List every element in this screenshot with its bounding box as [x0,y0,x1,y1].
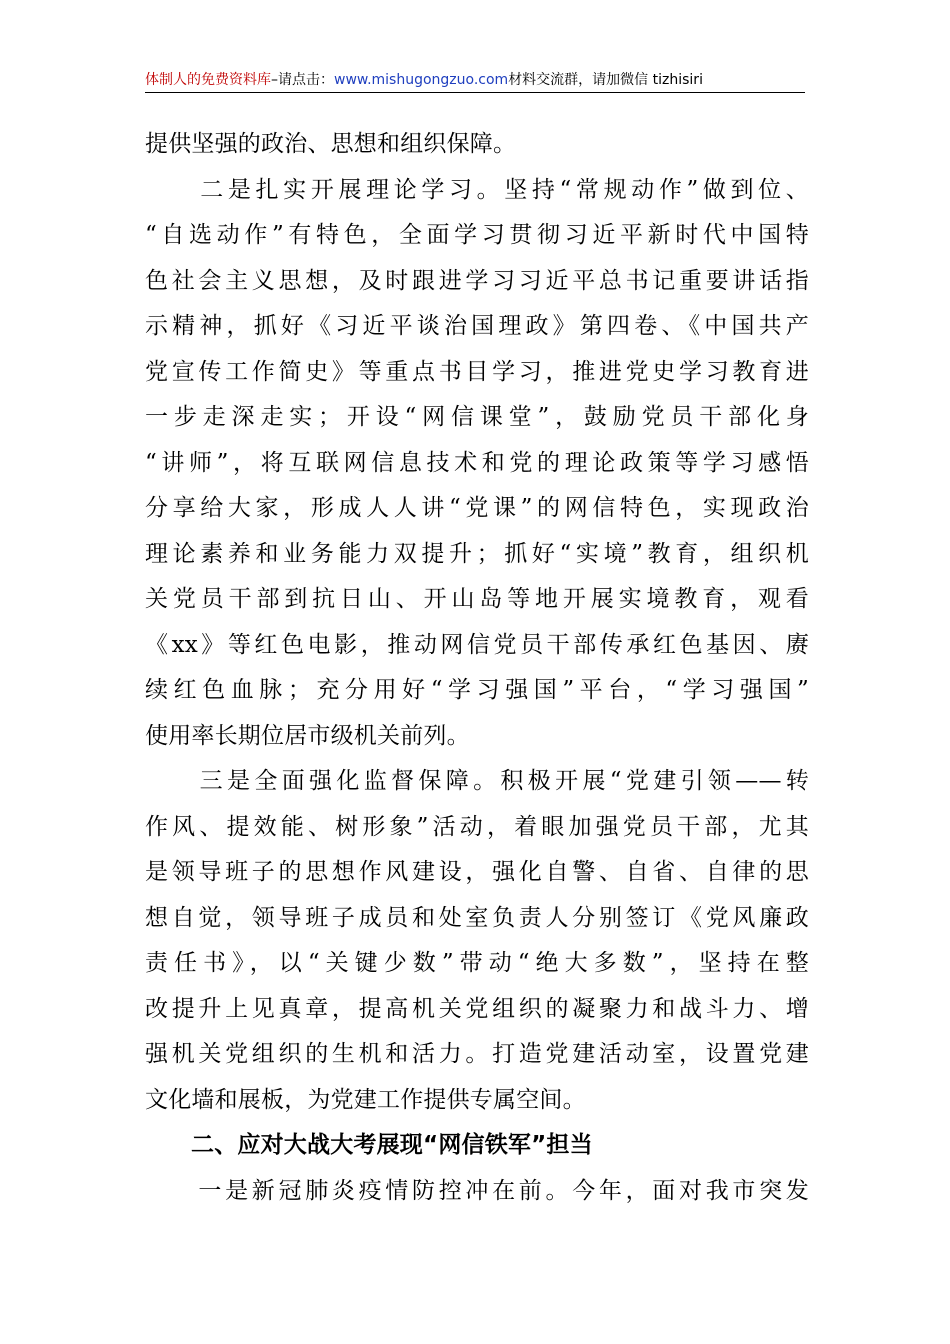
text-line: 提供坚强的政治、思想和组织保障。 [145,131,517,157]
header-prompt: –请点击： [271,72,334,88]
text-line: 想自觉，领导班子成员和处室负责人分别签订《党风廉政 [145,904,809,931]
text-line: 是领导班子的思想作风建设，强化自警、自省、自律的思 [145,859,809,885]
text-line: 二是扎实开展理论学习。坚持“常规动作”做到位、 [145,176,809,203]
text-line: 续红色血脉；充分用好“学习强国”平台，“学习强国” [145,677,809,703]
text-line: 改提升上见真章，提高机关党组织的凝聚力和战斗力、增 [145,995,809,1022]
text-line: “自选动作”有特色，全面学习贯彻习近平新时代中国特 [145,222,809,248]
text-line: 文化墙和展板，为党建工作提供专属空间。 [145,1086,586,1113]
page-header [145,70,805,93]
text-line: 责任书》，以“关键少数”带动“绝大多数”，坚持在整 [145,950,809,976]
text-line: “讲师”，将互联网信息技术和党的理论政策等学习感悟 [145,449,809,476]
text-line: 强机关党组织的生机和活力。打造党建活动室，设置党建 [145,1041,809,1067]
text-line: 党宣传工作简史》等重点书目学习，推进党史学习教育进 [145,358,809,385]
header-contact: 材料交流群，请加微信 tizhisiri [508,72,703,88]
header-site-name: 体制人的免费资料库 [145,72,271,88]
text-line: 作风、提效能、树形象”活动，着眼加强党员干部，尤其 [145,813,809,840]
text-line: 理论素养和业务能力双提升；抓好“实境”教育，组织机 [145,540,809,567]
text-line: 示精神，抓好《习近平谈治国理政》第四卷、《中国共产 [145,313,809,339]
text-line: 色社会主义思想，及时跟进学习习近平总书记重要讲话指 [145,267,809,294]
text-line: 分享给大家，形成人人讲“党课”的网信特色，实现政治 [145,495,809,521]
section-heading: 二、应对大战大考展现“网信铁军”担当 [191,1132,593,1158]
text-line: 三是全面强化监督保障。积极开展“党建引领——转 [145,768,809,794]
text-line: 使用率长期位居市级机关前列。 [145,722,470,749]
header-link[interactable]: www.mishugongzuo.com [334,72,509,88]
text-line: 关党员干部到抗日山、开山岛等地开展实境教育，观看 [145,586,809,612]
document-body [145,122,809,1214]
text-line: 《xx》等红色电影，推动网信党员干部传承红色基因、赓 [145,631,809,658]
text-line: 一步走深走实；开设“网信课堂”，鼓励党员干部化身 [145,404,809,430]
text-line: 一是新冠肺炎疫情防控冲在前。今年，面对我市突发 [145,1177,809,1204]
